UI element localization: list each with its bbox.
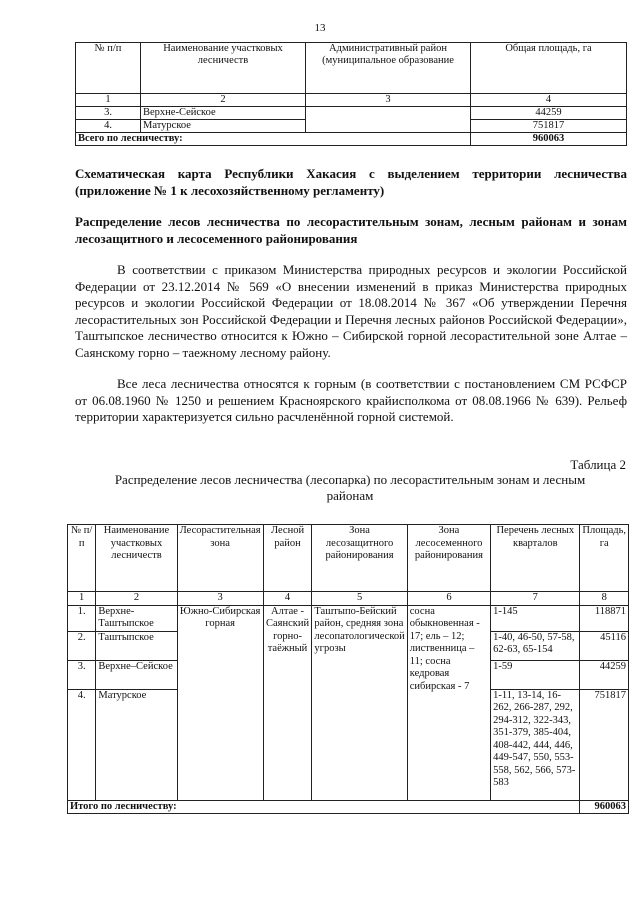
row-name: Матурское (141, 120, 306, 133)
row-area: 751817 (471, 120, 627, 133)
row-name: Верхне-Сейское (141, 107, 306, 120)
col-protection-zone: Зона лесозащитного районирования (312, 525, 407, 592)
total-value: 960063 (471, 133, 627, 146)
row-area: 44259 (580, 660, 629, 689)
row-quarters: 1-11, 13-14, 16-262, 266-287, 292, 294-312, 322-343, 351-379, 385-404, 408-442, 444, 446, 449-547, 550, 553-558, 562, 566, 573-583 (491, 689, 580, 800)
index-cell: 7 (491, 592, 580, 606)
row-area: 44259 (471, 107, 627, 120)
total-value: 960063 (580, 800, 629, 814)
table-total-row (76, 133, 627, 146)
row-number: 3. (68, 660, 96, 689)
row-quarters: 1-145 (491, 605, 580, 631)
table-caption: Таблица 2 (570, 457, 626, 472)
row-admin-district (306, 107, 471, 133)
table-total-row (68, 800, 629, 814)
col-seed-zone: Зона лесосеменного районирования (407, 525, 490, 592)
seed-zone-cell: сосна обыкновенная - 17; ель – 12; лиственница – 11; сосна кедровая сибирская - 7 (407, 605, 490, 800)
index-cell: 3 (177, 592, 263, 606)
row-name: Верхне–Сейское (96, 660, 177, 689)
table-row (68, 605, 629, 631)
paragraph-mountain (75, 376, 627, 426)
forest-zones-table (67, 524, 629, 814)
paragraph-order-text: В соответствии с приказом Министерства природных ресурсов и экологии Российской Федерации от 23.12.2014 № 569 «О внесении изменений в приказ Министерства природных ресурсов и экологии Российской Федерации от 18.08.2014 № 367 «Об утверждении Перечня лесорастительных зон Российской Федерации и Перечня лесных районов Российской Федерации», Таштыпское лесничество относится к Южно – Сибирской горной лесорастительной зоне Алтае – Саянскому горно – таежному лесному району. (75, 262, 627, 360)
total-label: Итого по лесничеству: (68, 800, 580, 814)
table-header-row (76, 43, 627, 94)
table-index-row (68, 592, 629, 606)
table-index-row (76, 94, 627, 107)
table-title: Распределение лесов лесничества (лесопарка) по лесорастительным зонам и лесным районам (114, 472, 586, 503)
table-row (76, 107, 627, 120)
page-number: 13 (314, 22, 326, 34)
col-number: № п/п (68, 525, 96, 592)
distribution-heading: Распределение лесов лесничества по лесорастительным зонам, лесным районам и зонам лесозащитного и лесосеменного районирования (75, 214, 627, 246)
index-cell: 8 (580, 592, 629, 606)
index-cell: 4 (263, 592, 312, 606)
row-number: 1. (68, 605, 96, 631)
total-label: Всего по лесничеству: (76, 133, 471, 146)
col-quarters: Перечень лесных кварталов (491, 525, 580, 592)
row-area: 45116 (580, 631, 629, 660)
paragraph-order (75, 262, 627, 361)
index-cell: 1 (76, 94, 141, 107)
districts-table (75, 42, 627, 146)
col-zone: Лесорастительная зона (177, 525, 263, 592)
map-heading: Схематическая карта Республики Хакасия с выделением территории лесничества (приложение № 1 к лесохозяйственному регламенту) (75, 166, 627, 198)
row-quarters: 1-59 (491, 660, 580, 689)
col-forest-region: Лесной район (263, 525, 312, 592)
index-cell: 2 (96, 592, 177, 606)
row-number: 4. (76, 120, 141, 133)
row-quarters: 1-40, 46-50, 57-58, 62-63, 65-154 (491, 631, 580, 660)
table-header-row (68, 525, 629, 592)
paragraph-mountain-text: Все леса лесничества относятся к горным (в соответствии с постановлением СМ РСФСР от 06.08.1960 № 1250 и решением Красноярского крайисполкома от 08.08.1966 № 639). Рельеф территории характеризуется сильно расчленённой горной системой. (75, 376, 627, 424)
col-area: Общая площадь, га (471, 43, 627, 94)
col-admin-district: Административный район (муниципальное образование (306, 43, 471, 94)
row-name: Матурское (96, 689, 177, 800)
col-area: Площадь, га (580, 525, 629, 592)
index-cell: 6 (407, 592, 490, 606)
zone-cell: Южно-Сибирская горная (177, 605, 263, 800)
index-cell: 3 (306, 94, 471, 107)
row-name: Таштыпское (96, 631, 177, 660)
row-number: 3. (76, 107, 141, 120)
row-number: 4. (68, 689, 96, 800)
index-cell: 5 (312, 592, 407, 606)
index-cell: 2 (141, 94, 306, 107)
row-area: 751817 (580, 689, 629, 800)
protection-zone-cell: Таштыпо-Бейский район, средняя зона лесопатологической угрозы (312, 605, 407, 800)
index-cell: 1 (68, 592, 96, 606)
row-number: 2. (68, 631, 96, 660)
row-area: 118871 (580, 605, 629, 631)
row-name: Верхне-Таштыпское (96, 605, 177, 631)
col-name: Наименование участковых лесничеств (96, 525, 177, 592)
forest-region-cell: Алтае - Саянский горно-таёжный (263, 605, 312, 800)
col-number: № п/п (76, 43, 141, 94)
index-cell: 4 (471, 94, 627, 107)
col-name: Наименование участковых лесничеств (141, 43, 306, 94)
